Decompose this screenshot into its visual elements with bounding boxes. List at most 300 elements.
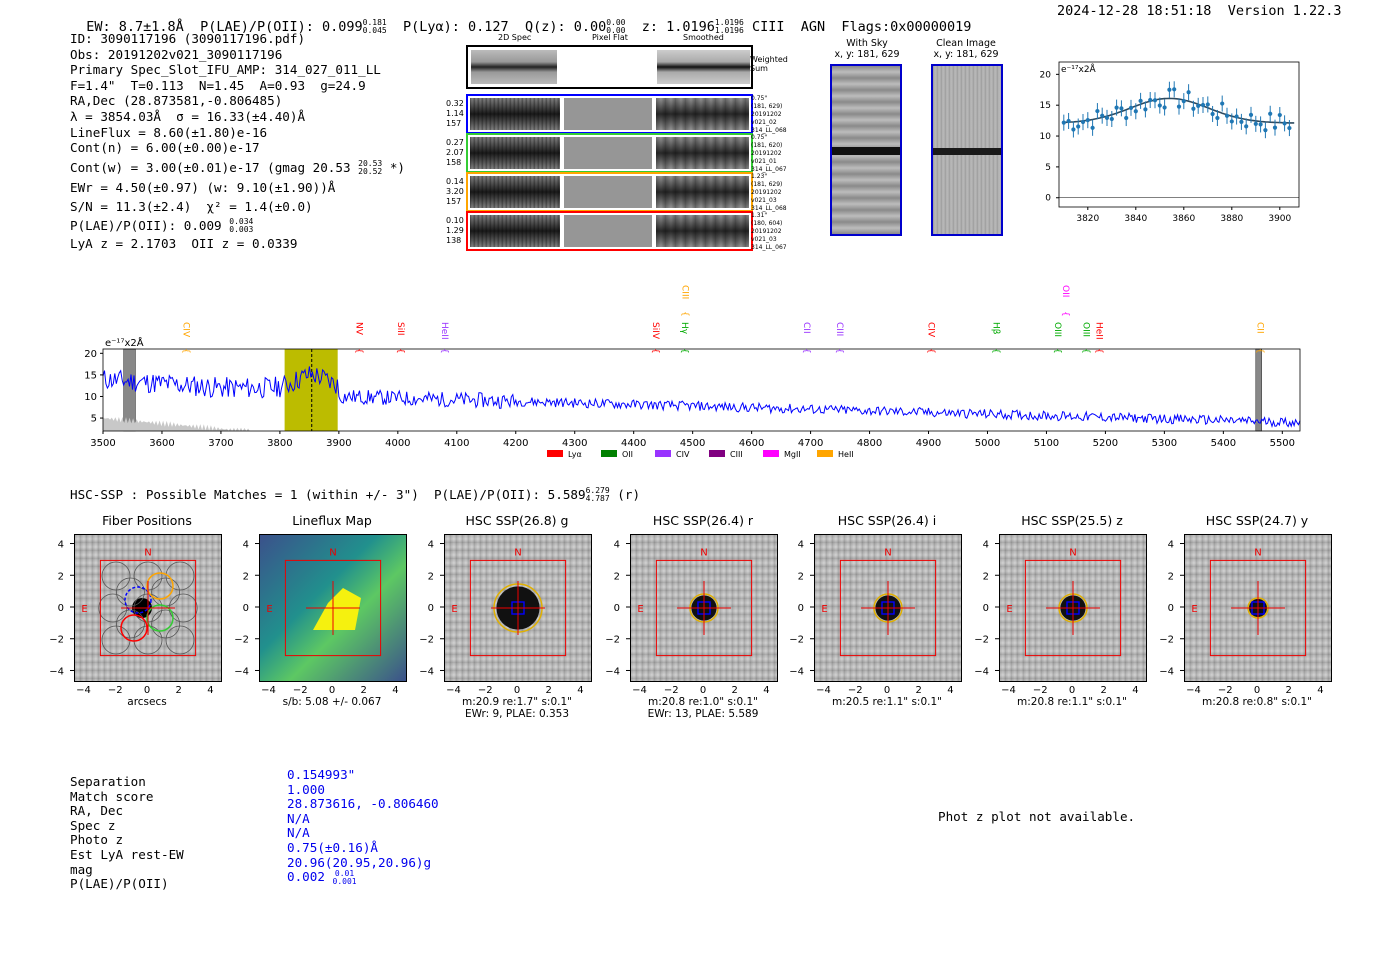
north-label: N (1254, 547, 1262, 559)
hsc-caption: m:20.8 re:1.1" s:0.1" (1017, 696, 1127, 708)
with-sky-trace (832, 147, 900, 155)
hsc-ytick-label: −4 (974, 666, 989, 678)
fit-data-point (1148, 92, 1152, 108)
emission-line-label (834, 322, 844, 354)
fit-xtick-label: 3840 (1124, 214, 1148, 224)
spec-row-meta-line: v021_02 (751, 119, 777, 126)
info-lambda: λ = 3854.03Å σ = 16.33(±4.40)Å (70, 108, 306, 124)
full-spectrum-plot (60, 280, 1310, 460)
hsc-xtick-label: 2 (545, 685, 552, 696)
hsc-xtick-label: 0 (328, 685, 336, 696)
emission-line-label (1094, 322, 1104, 354)
hsc-ytick-label: 0 (613, 603, 620, 614)
hsc-xtick-label: 0 (699, 685, 707, 696)
info-sn: S/N = 11.3(±2.4) χ² = 1.4(±0.0) (70, 199, 313, 215)
east-label: E (81, 604, 88, 615)
spectrum-xtick-label: 5000 (974, 438, 1001, 449)
spec-row-pixelflat (564, 137, 652, 169)
svg-text:CIV: CIV (180, 322, 191, 338)
hsc-caption: s/b: 5.08 +/- 0.067 (282, 696, 382, 708)
hsc-ytick-label: 4 (797, 539, 804, 551)
header-qz-hi: 0.00 (606, 18, 626, 27)
hsc-ytick-label: 4 (57, 539, 64, 551)
fit-ytick-label: 10 (1039, 132, 1051, 143)
spectrum-xtick-label: 4000 (385, 438, 411, 449)
hsc-ytick-label: 4 (427, 539, 434, 551)
match-value-plae (287, 870, 439, 886)
fit-ytick-label: 5 (1045, 162, 1051, 173)
hsc-ytick-label: −4 (1159, 666, 1174, 678)
svg-text:CIII: CIII (834, 322, 845, 337)
fit-axes-box (1059, 62, 1299, 207)
hsc-ytick-label: −2 (419, 634, 434, 646)
hsc-ytick-label: 0 (242, 603, 249, 614)
match-table-labels (70, 775, 184, 892)
legend-label: CIV (676, 450, 690, 459)
spec-row-smoothed (656, 98, 749, 130)
spec-row-stat: 1.14 (446, 109, 464, 118)
svg-text:{: { (1254, 348, 1265, 354)
svg-text:Hβ: Hβ (990, 322, 1001, 335)
fit-data-point (1139, 93, 1143, 109)
hsc-xtick-label: −2 (107, 685, 123, 696)
fit-data-point (1196, 98, 1200, 114)
hsc-xtick-label: −2 (292, 685, 308, 696)
info-contw-end: *) (382, 159, 405, 175)
hsc-ytick-label: 2 (797, 571, 804, 583)
hsc-xtick-label: −2 (1032, 685, 1048, 696)
hsc-ytick-label: 2 (57, 571, 64, 583)
fit-data-point (1263, 122, 1267, 138)
match-value-score: 1.000 (287, 781, 325, 797)
hsc-ytick-label: 2 (242, 571, 249, 583)
legend-label: HeII (838, 450, 854, 459)
legend-swatch (655, 450, 671, 457)
match-value-mag: 20.96(20.95,20.96)g (287, 854, 432, 870)
header-z-hi: 1.0196 (714, 18, 744, 27)
legend-entry (709, 450, 743, 459)
fit-data-point (1167, 82, 1171, 98)
hsc-xtick-label: −4 (261, 685, 276, 696)
legend-swatch (763, 450, 779, 457)
fit-data-point (1100, 108, 1104, 124)
spec-row-meta-line: (181, 629) (751, 181, 783, 188)
hsc-ytick-label: −4 (234, 666, 249, 678)
east-label: E (1191, 604, 1198, 615)
header-plae-lo: 0.045 (362, 26, 387, 35)
match-value-rest-ew: 0.75(±0.16)Å (287, 839, 378, 855)
svg-text:CII: CII (801, 322, 812, 334)
hsc-panel-title: Lineflux Map (292, 513, 372, 528)
hsc-ytick-label: −2 (1159, 634, 1174, 646)
spec-row-stat: 3.20 (446, 187, 464, 196)
hsc-ytick-label: 0 (797, 603, 804, 614)
fit-data-point (1239, 114, 1243, 130)
legend-swatch (601, 450, 617, 457)
info-contw-hi: 20.53 (358, 158, 383, 168)
info-obs: Obs: 20191202v021_3090117196 (70, 46, 283, 62)
fit-xtick-label: 3820 (1076, 214, 1100, 224)
match-label-photoz: Photo z (70, 832, 124, 848)
svg-text:{: { (990, 348, 1001, 354)
spectrum-xtick-label: 5400 (1210, 438, 1237, 449)
hsc-xtick-label: 4 (207, 685, 214, 696)
spec-row-meta-line: 20191202 (751, 189, 782, 196)
spectrum-xtick-label: 3700 (208, 438, 234, 449)
clean-image (931, 64, 1003, 236)
hsc-caption-2: EWr: 9, PLAE: 0.353 (464, 708, 570, 720)
spec-row-meta-line: 314_LL_067 (751, 166, 787, 173)
hsc-xtick-label: −4 (816, 685, 831, 696)
weighted-sum-2dspec (471, 50, 557, 84)
info-radec: RA,Dec (28.873581,-0.806485) (70, 93, 283, 109)
spec-row-stat: 1.29 (446, 226, 464, 235)
info-plae-text: P(LAE)/P(OII): 0.009 (70, 217, 222, 233)
svg-text:SiII: SiII (394, 322, 405, 336)
svg-text:{: { (1052, 348, 1063, 354)
hsc-ytick-label: 4 (1167, 539, 1174, 551)
hsc-caption-2: EWr: 13, PLAE: 5.589 (647, 708, 759, 720)
hsc-xtick-label: 2 (1100, 685, 1107, 696)
spec-row-pixelflat (564, 98, 652, 130)
hsc-xtick-label: 0 (513, 685, 521, 696)
hsc-caption: m:20.9 re:1.7" s:0.1" (462, 696, 572, 708)
fit-xtick-label: 3900 (1268, 214, 1292, 224)
info-id: ID: 3090117196 (3090117196.pdf) (70, 31, 306, 46)
match-table-values (287, 768, 439, 886)
emission-line-label (181, 322, 191, 354)
emission-line-label (439, 322, 449, 354)
spec-row-stats (446, 138, 464, 168)
fit-data-point (1177, 99, 1181, 115)
match-plae-lo: 0.001 (332, 877, 357, 887)
spec-cutouts-panel (440, 33, 800, 258)
east-label: E (451, 604, 458, 615)
hsc-xtick-label: 4 (763, 685, 770, 696)
legend-label: OII (622, 450, 634, 459)
svg-text:{: { (1093, 348, 1104, 354)
hsc-xtick-label: −4 (1186, 685, 1201, 696)
spectrum-xtick-label: 4500 (679, 438, 706, 449)
spectrum-xtick-label: 4800 (856, 438, 883, 449)
with-sky-label: With Sky (846, 38, 888, 49)
hsc-ytick-label: 2 (613, 571, 620, 583)
header-class: AGN (800, 19, 826, 35)
col-title-smoothed: Smoothed (683, 33, 724, 42)
hsc-ytick-label: −4 (49, 666, 64, 678)
spectrum-xtick-label: 5300 (1151, 438, 1178, 449)
hsc-panel-title: HSC SSP(25.5) z (1021, 513, 1123, 528)
spec-row-meta (751, 134, 787, 174)
clean-image-title (928, 38, 1004, 60)
spec-row-stats (446, 216, 464, 246)
spec-row-meta-line: (181, 620) (751, 142, 783, 149)
fit-data-point (1182, 93, 1186, 109)
fit-data-point (1254, 116, 1258, 132)
hsc-ytick-label: 0 (427, 603, 434, 614)
fit-data-point (1119, 100, 1123, 116)
spec-row-stat: 0.27 (446, 138, 464, 147)
spec-row-pixelflat (564, 215, 652, 247)
emission-line-label (679, 322, 689, 354)
emission-line-label (990, 322, 1000, 354)
spec-row-2dspec (470, 98, 560, 130)
hsc-xtick-label: 4 (392, 685, 399, 696)
fit-data-point (1071, 121, 1075, 137)
spec-row-meta-line: 1.31" (751, 212, 768, 219)
emission-line-label (925, 322, 935, 354)
hsc-ytick-label: −2 (974, 634, 989, 646)
spectrum-xtick-label: 3500 (90, 438, 116, 449)
hsc-plae-hi: 6.279 (585, 486, 610, 495)
hsc-xtick-label: 0 (883, 685, 891, 696)
spec-row-meta-line: 0.75" (751, 134, 768, 141)
spec-row-stat: 158 (446, 158, 462, 167)
spectrum-ytick-label: 5 (90, 413, 97, 425)
spec-row-2dspec (470, 137, 560, 169)
svg-text:{: { (678, 348, 689, 354)
match-value-separation: 0.154993" (287, 767, 356, 782)
legend-swatch (709, 450, 725, 457)
match-value-radec: 28.873616, -0.806460 (287, 796, 439, 812)
fit-xtick-label: 3860 (1172, 214, 1196, 224)
spectrum-xtick-label: 5200 (1092, 438, 1119, 449)
info-params: F=1.4" T=0.113 N=1.45 A=0.93 g=24.9 (70, 77, 366, 93)
fit-data-point (1225, 108, 1229, 124)
fit-data-point (1220, 96, 1224, 112)
spec-row-stat: 138 (446, 236, 462, 245)
spec-row-meta-line: 314_LL_068 (751, 127, 787, 134)
spec-row-smoothed (656, 215, 749, 247)
spec-row-meta-line: 20191202 (751, 228, 782, 235)
spec-row-2dspec (470, 176, 560, 208)
spec-row-meta-line: 20191202 (751, 150, 782, 157)
spectrum-xtick-label: 3800 (267, 438, 293, 449)
with-sky-image (830, 64, 902, 236)
info-contw (70, 160, 405, 176)
clean-image-xy: x, y: 181, 629 (933, 49, 999, 60)
spectrum-axes-box (103, 349, 1300, 431)
hsc-xtick-label: 2 (360, 685, 367, 696)
fit-data-point (1129, 100, 1133, 116)
svg-text:{: { (353, 348, 364, 354)
hsc-ytick-label: 4 (982, 539, 989, 551)
hsc-xtick-label: −2 (1217, 685, 1233, 696)
hsc-panel-title: HSC SSP(26.4) i (837, 513, 937, 528)
emission-line-label (354, 322, 364, 354)
spec-row-meta-line: 314_LL_068 (751, 205, 787, 212)
header-version: Version 1.22.3 (1227, 3, 1342, 19)
spec-row-smoothed (656, 176, 749, 208)
north-label: N (700, 547, 708, 559)
hsc-panel-title: HSC SSP(26.8) g (465, 513, 569, 528)
fit-data-point (1091, 120, 1095, 136)
hsc-axes (46, 528, 232, 694)
hsc-xtick-label: −4 (632, 685, 647, 696)
fit-data-point (1110, 111, 1114, 127)
svg-text:OIII: OIII (1052, 322, 1063, 338)
emission-line-label (1081, 322, 1091, 354)
svg-text:{: { (180, 348, 191, 354)
legend-label: MgII (784, 450, 801, 459)
legend-entry (547, 450, 582, 459)
hsc-caption: arcsecs (127, 696, 167, 708)
fit-ytick-label: 0 (1045, 193, 1051, 204)
hsc-ytick-label: 4 (613, 539, 620, 551)
emission-line-label (1060, 285, 1070, 317)
header-flags: Flags:0x00000019 (841, 19, 972, 35)
svg-text:{: { (925, 348, 936, 354)
hsc-axes (602, 528, 788, 694)
fit-data-point (1067, 113, 1071, 129)
hsc-axes (231, 528, 417, 694)
spec-row-smoothed (656, 137, 749, 169)
fit-data-point (1268, 106, 1272, 122)
fit-data-point (1201, 97, 1205, 113)
info-contn: Cont(n) = 6.00(±0.00)e-17 (70, 140, 260, 156)
hsc-ytick-label: −4 (605, 666, 620, 678)
east-label: E (821, 604, 828, 615)
hsc-ytick-label: 0 (57, 603, 64, 614)
match-label-specz: Spec z (70, 817, 116, 833)
hsc-caption: m:20.8 re:1.0" s:0.1" (648, 696, 758, 708)
svg-text:{: { (834, 348, 845, 354)
header-ew: EW: 8.7±1.8Å (86, 19, 184, 35)
fit-data-point (1105, 110, 1109, 126)
emission-line-label (650, 322, 660, 354)
hsc-ytick-label: 2 (427, 571, 434, 583)
fit-data-point (1153, 92, 1157, 108)
line-fit-plot (1030, 55, 1320, 235)
info-plae (70, 218, 405, 234)
spec-row-stat: 157 (446, 197, 462, 206)
svg-text:CIII: CIII (679, 285, 690, 300)
spec-row-meta (751, 212, 787, 252)
fit-ytick-label: 15 (1039, 101, 1051, 112)
svg-text:{: { (1059, 311, 1070, 317)
hsc-caption: m:20.5 re:1.1" s:0.1" (832, 696, 942, 708)
col-title-2dspec: 2D Spec (498, 33, 532, 42)
hsc-ytick-label: −4 (789, 666, 804, 678)
hsc-band: (r) (617, 487, 641, 502)
svg-text:{: { (650, 348, 661, 354)
svg-text:CIV: CIV (925, 322, 936, 338)
spectrum-xtick-label: 5100 (1033, 438, 1060, 449)
with-sky-title (832, 38, 902, 60)
hsc-axes (416, 528, 602, 694)
spec-row-stats (446, 177, 464, 207)
legend-label: Lyα (568, 450, 582, 459)
legend-swatch (547, 450, 563, 457)
north-label: N (329, 547, 337, 559)
svg-text:CII: CII (1254, 322, 1265, 334)
match-value-plae-text: 0.002 (287, 869, 325, 885)
match-label-score: Match score (70, 788, 154, 804)
header-datetime: 2024-12-28 18:51:18 (1057, 3, 1212, 19)
emission-line-label (1052, 322, 1062, 354)
east-label: E (637, 604, 644, 615)
weighted-sum-label: Weighted Sum (750, 55, 788, 73)
hsc-xtick-label: −4 (76, 685, 91, 696)
fit-data-point (1283, 115, 1287, 131)
spec-row-meta-line: v021_03 (751, 197, 777, 204)
emission-line-label (1254, 322, 1264, 354)
match-label-plae: P(LAE)/P(OII) (70, 876, 169, 892)
hsc-xtick-label: 2 (915, 685, 922, 696)
spec-row-stat: 0.10 (446, 216, 464, 225)
hsc-ytick-label: 0 (982, 603, 989, 614)
legend-entry (763, 450, 801, 459)
clean-image-label: Clean Image (936, 38, 996, 49)
hsc-xtick-label: 4 (1317, 685, 1324, 696)
hsc-xtick-label: 4 (1132, 685, 1139, 696)
header-plae: P(LAE)/P(OII): 0.099 (200, 19, 363, 35)
match-value-photoz: N/A (287, 825, 310, 841)
match-value-specz: N/A (287, 810, 310, 826)
spectrum-xtick-label: 4300 (561, 438, 588, 449)
east-label: E (266, 604, 273, 615)
north-label: N (884, 547, 892, 559)
spec-row-2dspec (470, 215, 560, 247)
fit-data-point (1244, 118, 1248, 134)
svg-text:HeII: HeII (1093, 322, 1104, 340)
masked-region (1254, 348, 1265, 431)
svg-text:{: { (679, 311, 690, 317)
spec-row-stats (446, 99, 464, 129)
spec-row-pixelflat (564, 176, 652, 208)
emission-line-label (680, 285, 690, 317)
spectrum-unit-label: e⁻¹⁷x2Å (105, 338, 144, 349)
spectrum-ytick-label: 20 (84, 348, 97, 360)
fit-unit-label: e⁻¹⁷x2Å (1061, 65, 1096, 75)
legend-entry (601, 450, 633, 459)
spec-row-1 (466, 133, 753, 173)
hsc-ytick-label: −2 (789, 634, 804, 646)
svg-text:{: { (1080, 348, 1091, 354)
spectrum-line (103, 367, 1300, 427)
hsc-xtick-label: 0 (1068, 685, 1076, 696)
info-primary: Primary Spec_Slot_IFU_AMP: 314_027_011_LL (70, 62, 381, 78)
hsc-axes (786, 528, 972, 694)
spec-row-stat: 0.14 (446, 177, 464, 186)
spec-row-meta (751, 95, 787, 135)
fit-data-point (1278, 107, 1282, 123)
spec-row-meta-line: (180, 604) (751, 220, 783, 227)
spectrum-ytick-label: 10 (84, 391, 97, 403)
spec-row-meta-line: 314_LL_067 (751, 244, 787, 251)
header-qz-lo: 0.00 (606, 26, 626, 35)
hsc-xtick-label: 2 (731, 685, 738, 696)
spec-row-meta-line: 20191202 (751, 111, 782, 118)
spectrum-xtick-label: 3900 (326, 438, 352, 449)
spec-row-stat: 0.32 (446, 99, 464, 108)
spectrum-xtick-label: 5500 (1269, 438, 1296, 449)
svg-text:{: { (801, 348, 812, 354)
hsc-xtick-label: −2 (477, 685, 493, 696)
info-contw-text: Cont(w) = 3.00(±0.01)e-17 (gmag 20.53 (70, 159, 351, 175)
header-line: CIII (751, 19, 785, 35)
spectrum-xtick-label: 4900 (915, 438, 942, 449)
spec-row-stat: 157 (446, 119, 462, 128)
hsc-xtick-label: −2 (663, 685, 679, 696)
hsc-panel-title: Fiber Positions (102, 513, 192, 528)
header-plya: P(Lyα): 0.127 (403, 19, 509, 35)
svg-text:{: { (439, 348, 449, 354)
fit-data-point (1124, 110, 1128, 126)
hsc-xtick-label: 0 (1253, 685, 1261, 696)
header-z-lo: 1.0196 (714, 26, 744, 35)
info-contw-lo: 20.52 (358, 166, 383, 176)
